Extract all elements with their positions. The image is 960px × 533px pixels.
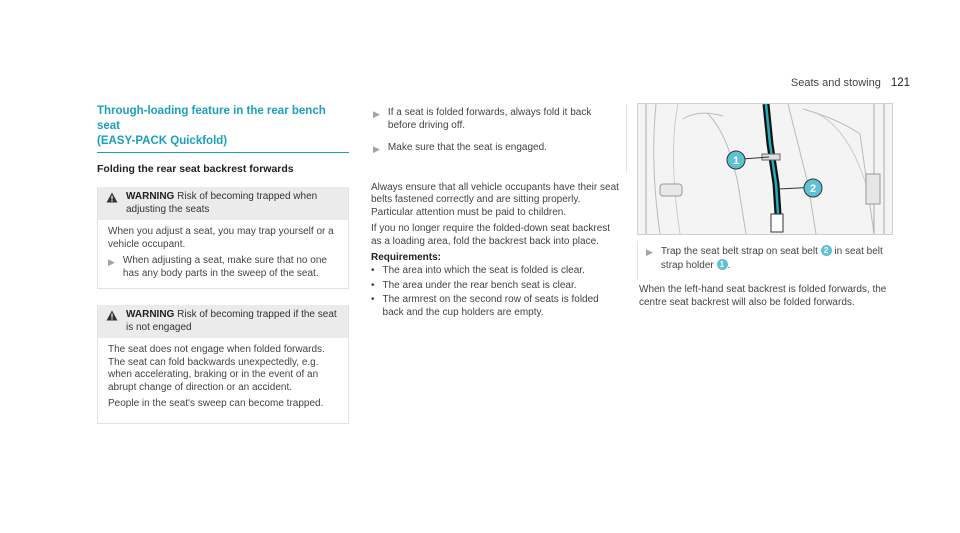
warning-box-2 <box>97 305 349 424</box>
warning-triangle-icon <box>106 310 118 321</box>
warning-text: People in the seat's sweep can become trapped. <box>108 398 324 409</box>
callout-1: 1 <box>732 155 740 167</box>
header-section: Seats and stowing <box>790 77 881 89</box>
right-column <box>637 103 893 313</box>
callout-2: 2 <box>809 183 817 195</box>
arrow-right-icon: ▶ <box>108 257 115 267</box>
warning-title: Risk of becoming trapped if the seat is not engaged <box>126 309 337 333</box>
instruction-step: ▶ Trap the seat belt strap on seat belt 2 in seat belt strap holder 1 . <box>646 246 883 271</box>
warning-body <box>98 220 348 288</box>
requirements-title: Requirements: <box>371 252 442 263</box>
paragraph: If you no longer require the folded-down seat backrest as a loading area, fold the backrest back into place. <box>371 223 611 247</box>
warning-text: When you adjust a seat, you may trap yourself or a vehicle occupant. <box>108 226 334 250</box>
arrow-right-icon: ▶ <box>373 144 380 154</box>
list-item: • The area into which the seat is folded is clear. <box>371 265 585 276</box>
seat-belt-illustration <box>637 103 893 235</box>
section-rule <box>97 152 349 153</box>
warning-header <box>98 305 348 338</box>
list-item: • The area under the rear bench seat is clear. <box>371 279 577 291</box>
instruction-step: ▶ Make sure that the seat is engaged. <box>373 142 547 154</box>
callout-badge-1: 1 <box>717 259 728 270</box>
warning-word: WARNING <box>126 309 175 320</box>
arrow-right-icon: ▶ <box>373 109 380 119</box>
instruction-step: ▶ If a seat is folded forwards, always fold it back before driving off. <box>373 107 592 131</box>
paragraph: When the left-hand seat backrest is folded forwards, the centre seat backrest will also be folded forwards. <box>639 284 887 308</box>
warning-title: Risk of becoming trapped when adjusting the seats <box>126 191 318 215</box>
callout-badge-2: 2 <box>821 245 832 256</box>
warning-body <box>98 338 348 423</box>
warning-step: ▶ When adjusting a seat, make sure that no one has any body parts in the sweep of the seat. <box>108 255 327 279</box>
warning-box-1 <box>97 187 349 289</box>
seat-illustration <box>638 104 892 234</box>
paragraph: Always ensure that all vehicle occupants have their seat belts fastened correctly and are sitting properly. Particular attention must be paid to children. <box>371 181 619 218</box>
warning-text: The seat does not engage when folded forwards. The seat can fold backwards unexpectedly, e.g. when accelerating, braking or in the event of an abrupt change of direction or an accident. <box>108 344 325 393</box>
subheading: Folding the rear seat backrest forwards <box>97 163 294 175</box>
section-title: Through-loading feature in the rear bench seat (EASY-PACK Quickfold) <box>97 105 326 147</box>
step-box <box>365 104 627 172</box>
page-number: 121 <box>890 77 910 89</box>
warning-word: WARNING <box>126 191 175 202</box>
step-box <box>637 241 893 280</box>
page-header <box>791 77 910 89</box>
left-column <box>97 104 349 424</box>
list-item: • The armrest on the second row of seats is folded back and the cup holders are empty. <box>371 294 599 318</box>
arrow-right-icon: ▶ <box>646 247 653 257</box>
warning-triangle-icon <box>106 192 118 203</box>
middle-column <box>365 104 627 319</box>
warning-header <box>98 187 348 220</box>
